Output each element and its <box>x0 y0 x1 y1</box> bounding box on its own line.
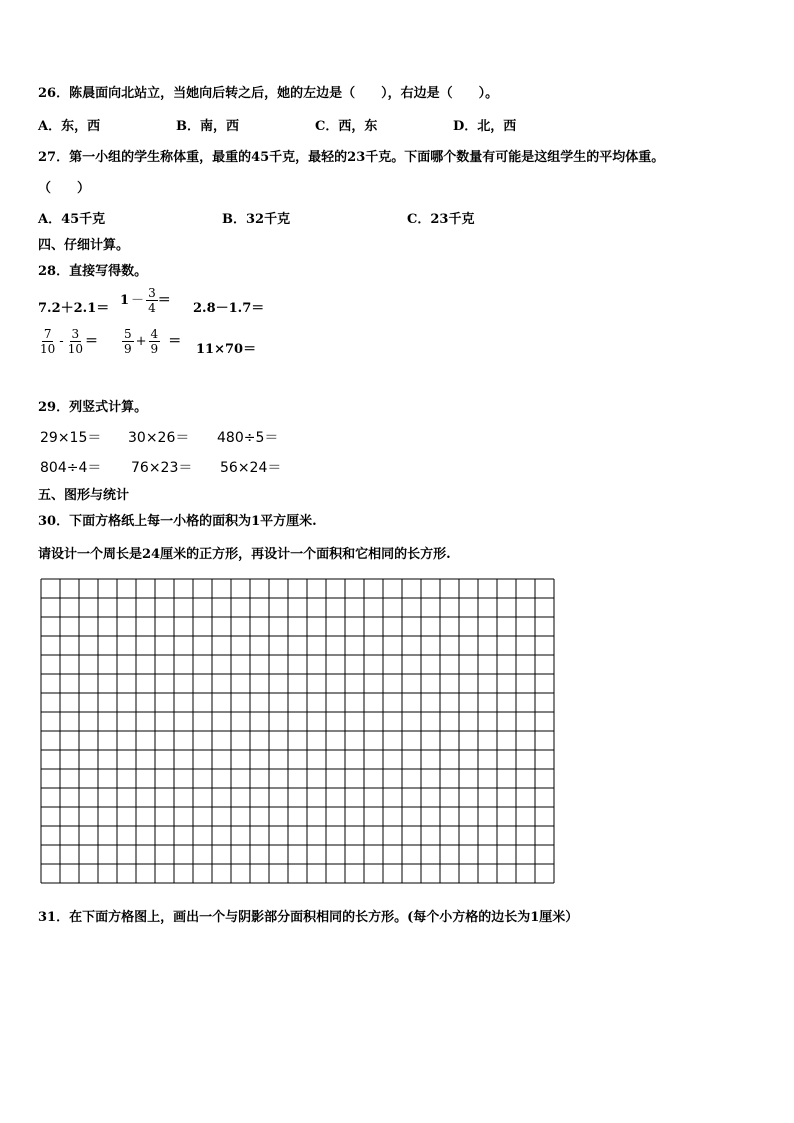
section-4-heading: 四、仔细计算。 <box>38 238 130 253</box>
q29-r1-b: 30×26＝ <box>128 430 190 446</box>
q28-r1-b <box>120 286 171 315</box>
section-5-heading: 五、图形与统计 <box>38 488 130 503</box>
q28-r2-a-fraction1 <box>38 327 57 356</box>
q28-r2-a-numerator2: 3 <box>71 327 80 341</box>
q28-r2-b-fraction1 <box>122 327 134 356</box>
q29-r1-a: 29×15＝ <box>40 430 102 446</box>
q28-r2-b-numerator2: 4 <box>150 327 159 341</box>
q28-r2-b-denominator1: 9 <box>124 342 132 356</box>
q28-r1-c: 2.8－1.7＝ <box>193 301 265 316</box>
q28-r2-a <box>38 327 98 356</box>
q29-r2-a: 804÷4＝ <box>40 460 102 476</box>
q28-r2-b-numerator1: 5 <box>124 327 132 341</box>
square-grid-paper <box>40 578 556 886</box>
q28-r1-b-fraction <box>146 286 158 315</box>
q28-r2-c: 11×70＝ <box>196 342 257 357</box>
q27-option-a: A．45千克 <box>38 212 106 227</box>
q26-option-a: A．东，西 <box>38 119 101 134</box>
q28-r2-a-operator: - <box>59 334 64 349</box>
q31-stem: 31．在下面方格图上，画出一个与阴影部分面积相同的长方形。(每个小方格的边长为1厘米） <box>38 910 579 925</box>
q28-r1-b-numerator: 3 <box>148 286 156 300</box>
q29-r1-c: 480÷5＝ <box>217 430 279 446</box>
q26-option-c: C．西，东 <box>315 119 378 134</box>
q29-r2-c: 56×24＝ <box>220 460 282 476</box>
q28-r2-a-denominator1: 10 <box>40 342 56 356</box>
q26-option-d: D．北，西 <box>453 119 517 134</box>
q29-r2-b: 76×23＝ <box>131 460 193 476</box>
q28-r2-b-operator: + <box>135 334 147 349</box>
q28-r2-a-numerator1: 7 <box>43 327 52 341</box>
q28-r2-b-equals: ＝ <box>168 334 182 349</box>
q28-stem: 28．直接写得数。 <box>38 264 148 279</box>
q28-r1-a: 7.2＋2.1＝ <box>38 301 110 316</box>
q27-stem: 27．第一小组的学生称体重，最重的45千克，最轻的23千克。下面哪个数量有可能是这组学生的平均体重。 <box>38 150 665 165</box>
q28-r2-a-denominator2: 10 <box>67 342 83 356</box>
q26-option-b: B．南，西 <box>176 119 239 134</box>
q28-r2-b-fraction2 <box>149 327 161 356</box>
q27-blank: （ ） <box>38 181 91 196</box>
q27-option-b: B．32千克 <box>222 212 291 227</box>
q28-r2-b <box>122 327 181 356</box>
q26-stem: 26．陈晨面向北站立，当她向后转之后，她的左边是（ ），右边是（ ）。 <box>38 86 499 101</box>
q28-r1-b-whole: 1 <box>120 293 130 308</box>
q30-stem: 30．下面方格纸上每一小格的面积为1平方厘米. <box>38 514 317 529</box>
q28-r2-b-denominator2: 9 <box>150 342 159 356</box>
q28-r2-a-equals: ＝ <box>84 334 98 349</box>
q28-r1-b-denominator: 4 <box>148 301 156 315</box>
q29-stem: 29．列竖式计算。 <box>38 400 148 415</box>
q30-instruction: 请设计一个周长是24厘米的正方形，再设计一个面积和它相同的长方形. <box>38 547 451 562</box>
q28-r1-b-minus: － <box>131 293 145 308</box>
q28-r2-a-fraction2 <box>66 327 85 356</box>
q27-option-c: C．23千克 <box>407 212 475 227</box>
q28-r1-b-equals: ＝ <box>157 293 171 308</box>
